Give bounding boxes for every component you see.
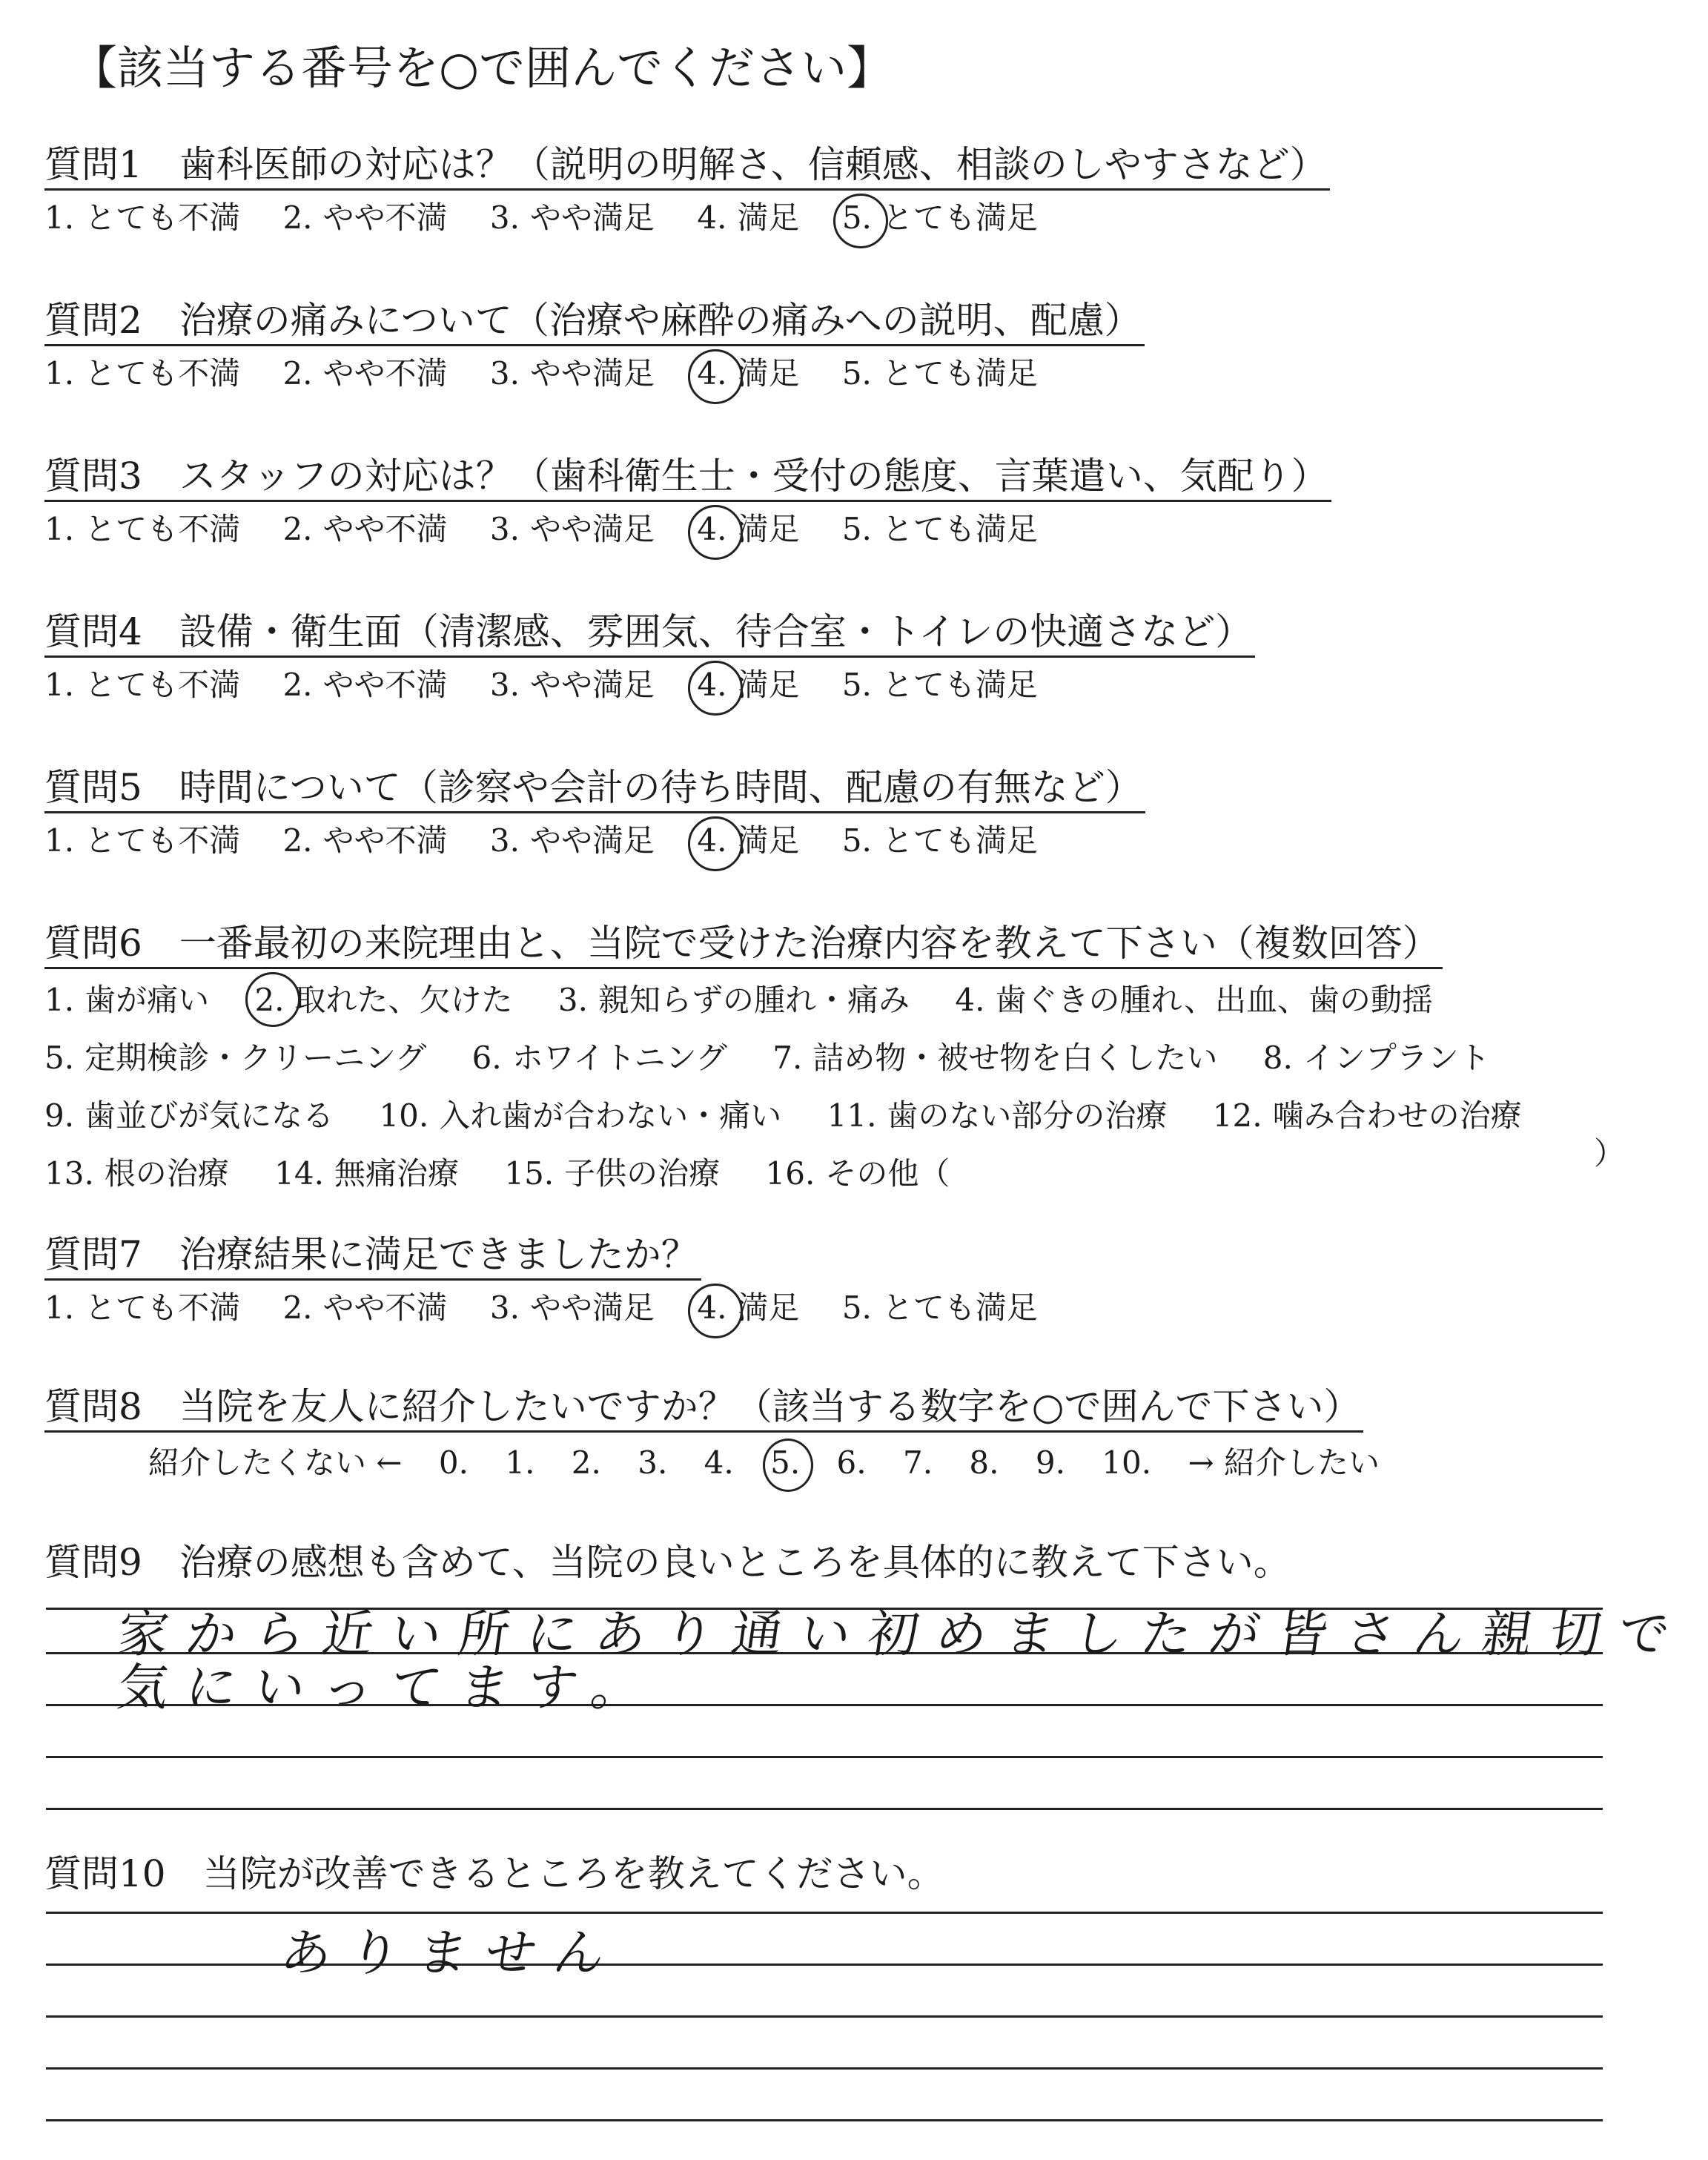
option-5-number[interactable]: 5. — [841, 511, 872, 547]
option-3-label: やや満足 — [529, 822, 655, 859]
option-4-number-circled[interactable]: 4. — [697, 511, 727, 547]
option-3-number[interactable]: 3. — [489, 667, 520, 703]
question-7-options — [44, 1285, 1675, 1331]
reason-13-number[interactable]: 13. — [44, 1155, 94, 1192]
option-5-label: とても満足 — [881, 822, 1038, 859]
option-5-number[interactable]: 5. — [841, 667, 872, 703]
reason-3-number[interactable]: 3. — [557, 982, 588, 1018]
option-4-label: 満足 — [737, 511, 800, 547]
scale-4[interactable]: 4. — [704, 1444, 734, 1481]
instruction-heading: 【該当する番号を○で囲んでください】 — [71, 41, 893, 95]
question-10 — [44, 1850, 1675, 1898]
reason-12-number[interactable]: 12. — [1212, 1097, 1262, 1134]
option-3-number[interactable]: 3. — [489, 199, 520, 236]
question-6-row-1 — [44, 974, 1675, 1027]
reason-5-label: 定期検診・クリーニング — [85, 1040, 427, 1076]
scale-8[interactable]: 8. — [969, 1444, 999, 1481]
question-6 — [44, 919, 1675, 1200]
reason-15-number[interactable]: 15. — [504, 1155, 555, 1192]
q9-handwritten-line-2[interactable]: 気にいってます。 — [113, 1659, 664, 1717]
reason-6-label: ホワイトニング — [512, 1040, 727, 1076]
answer-line — [46, 2067, 1603, 2070]
reason-14-number[interactable]: 14. — [274, 1155, 324, 1192]
reason-16-number[interactable]: 16. — [765, 1155, 815, 1192]
answer-line — [46, 2015, 1603, 2018]
answer-line — [46, 2119, 1603, 2121]
reason-14-label: 無痛治療 — [334, 1155, 459, 1192]
option-1-number[interactable]: 1. — [44, 1289, 75, 1326]
reason-11-label: 歯のない部分の治療 — [887, 1097, 1168, 1134]
option-4-number[interactable]: 4. — [697, 199, 727, 236]
scale-0[interactable]: 0. — [438, 1444, 469, 1481]
q10-handwritten-answer[interactable]: ありません — [277, 1924, 626, 1983]
answer-line — [46, 1756, 1603, 1758]
option-2-label: やや不満 — [322, 199, 448, 236]
reason-10-label: 入れ歯が合わない・痛い — [439, 1097, 782, 1134]
scale-3[interactable]: 3. — [638, 1444, 668, 1481]
reason-8-number[interactable]: 8. — [1262, 1040, 1293, 1076]
question-8 — [44, 1383, 1675, 1486]
option-5-label: とても満足 — [881, 199, 1038, 236]
scale-6[interactable]: 6. — [836, 1444, 867, 1481]
option-2-number[interactable]: 2. — [282, 667, 313, 703]
scale-7[interactable]: 7. — [902, 1444, 933, 1481]
question-1 — [44, 141, 1675, 241]
reason-4-label: 歯ぐきの腫れ、出血、歯の動揺 — [995, 982, 1433, 1018]
option-1-label: とても不満 — [85, 1289, 241, 1326]
option-4-label: 満足 — [737, 199, 800, 236]
reason-13-label: 根の治療 — [104, 1155, 229, 1192]
option-2-label: やや不満 — [322, 667, 448, 703]
option-3-number[interactable]: 3. — [489, 822, 520, 859]
reason-2-number-circled[interactable]: 2. — [254, 982, 285, 1018]
option-2-number[interactable]: 2. — [282, 511, 313, 547]
option-3-label: やや満足 — [529, 199, 655, 236]
option-4-number-circled[interactable]: 4. — [697, 1289, 727, 1326]
question-3 — [44, 452, 1675, 552]
option-5-label: とても満足 — [881, 355, 1038, 392]
question-9-title: 質問9 治療の感想も含めて、当院の良いところを具体的に教えて下さい。 — [44, 1541, 1291, 1584]
question-7 — [44, 1231, 1675, 1331]
q9-handwritten-line-1[interactable]: 家から近い所にあり通い初めましたが皆さん親切で — [113, 1605, 1691, 1664]
option-4-label: 満足 — [737, 355, 800, 392]
reason-8-label: インプラント — [1302, 1040, 1490, 1076]
option-1-number[interactable]: 1. — [44, 355, 75, 392]
question-6-title: 質問6 一番最初の来院理由と、当院で受けた治療内容を教えて下さい（複数回答） — [44, 919, 1443, 969]
question-2-options — [44, 351, 1675, 397]
reason-11-number[interactable]: 11. — [827, 1097, 877, 1134]
question-6-row-4 — [44, 1147, 1675, 1200]
scale-2[interactable]: 2. — [571, 1444, 601, 1481]
option-5-label: とても満足 — [881, 511, 1038, 547]
option-4-label: 満足 — [737, 667, 800, 703]
option-2-label: やや不満 — [322, 1289, 448, 1326]
other-close-paren: ） — [1594, 1135, 1626, 1172]
option-5-number[interactable]: 5. — [841, 355, 872, 392]
reason-9-label: 歯並びが気になる — [85, 1097, 334, 1134]
reason-10-number[interactable]: 10. — [379, 1097, 429, 1134]
option-2-label: やや不満 — [322, 355, 448, 392]
option-3-label: やや満足 — [529, 511, 655, 547]
option-3-label: やや満足 — [529, 667, 655, 703]
option-1-label: とても不満 — [85, 822, 241, 859]
option-5-number-circled[interactable]: 5. — [841, 199, 872, 236]
reason-7-number[interactable]: 7. — [772, 1040, 803, 1076]
question-6-row-2 — [44, 1031, 1675, 1085]
option-2-number[interactable]: 2. — [282, 1289, 313, 1326]
option-5-number[interactable]: 5. — [841, 822, 872, 859]
answer-line — [46, 1808, 1603, 1810]
option-1-number[interactable]: 1. — [44, 511, 75, 547]
question-1-options — [44, 195, 1675, 241]
option-5-label: とても満足 — [881, 667, 1038, 703]
reason-2-label: 取れた、欠けた — [294, 982, 513, 1018]
reason-7-label: 詰め物・被せ物を白くしたい — [812, 1040, 1218, 1076]
reason-12-label: 噛み合わせの治療 — [1272, 1097, 1522, 1134]
question-4 — [44, 608, 1675, 708]
option-4-number-circled[interactable]: 4. — [697, 667, 727, 703]
reason-9-number[interactable]: 9. — [44, 1097, 75, 1134]
question-4-title: 質問4 設備・衛生面（清潔感、雰囲気、待合室・トイレの快適さなど） — [44, 608, 1255, 658]
option-4-number-circled[interactable]: 4. — [697, 822, 727, 859]
option-2-number[interactable]: 2. — [282, 199, 313, 236]
reason-4-number[interactable]: 4. — [955, 982, 985, 1018]
scale-right-label: → 紹介したい — [1188, 1444, 1380, 1481]
option-1-label: とても不満 — [85, 511, 241, 547]
question-5-options — [44, 818, 1675, 864]
option-3-label: やや満足 — [529, 355, 655, 392]
option-4-number-circled[interactable]: 4. — [697, 355, 727, 392]
scale-1[interactable]: 1. — [505, 1444, 535, 1481]
question-2-title: 質問2 治療の痛みについて（治療や麻酔の痛みへの説明、配慮） — [44, 297, 1145, 346]
scale-10[interactable]: 10. — [1102, 1444, 1152, 1481]
option-2-label: やや不満 — [322, 822, 448, 859]
scale-5-circled[interactable]: 5. — [770, 1440, 800, 1486]
scale-9[interactable]: 9. — [1035, 1444, 1065, 1481]
question-7-title: 質問7 治療結果に満足できましたか？ — [44, 1231, 701, 1281]
answer-line — [46, 1912, 1603, 1914]
reason-15-label: 子供の治療 — [564, 1155, 721, 1192]
option-2-number[interactable]: 2. — [282, 355, 313, 392]
option-3-number[interactable]: 3. — [489, 511, 520, 547]
question-5-title: 質問5 時間について（診察や会計の待ち時間、配慮の有無など） — [44, 764, 1145, 813]
question-1-title: 質問1 歯科医師の対応は？（説明の明解さ、信頼感、相談のしやすさなど） — [44, 141, 1330, 191]
reason-3-label: 親知らずの腫れ・痛み — [598, 982, 910, 1018]
option-2-label: やや不満 — [322, 511, 448, 547]
option-1-label: とても不満 — [85, 199, 241, 236]
recommend-scale — [44, 1440, 1675, 1486]
option-3-number[interactable]: 3. — [489, 355, 520, 392]
question-8-title: 質問8 当院を友人に紹介したいですか？（該当する数字を○で囲んで下さい） — [44, 1383, 1363, 1433]
reason-1-number[interactable]: 1. — [44, 982, 75, 1018]
option-4-label: 満足 — [737, 1289, 800, 1326]
question-4-options — [44, 662, 1675, 708]
option-3-number[interactable]: 3. — [489, 1289, 520, 1326]
question-10-title: 質問10 当院が改善できるところを教えてください。 — [44, 1852, 944, 1895]
question-6-row-3 — [44, 1089, 1675, 1143]
question-3-title: 質問3 スタッフの対応は？（歯科衛生士・受付の態度、言葉遣い、気配り） — [44, 452, 1331, 502]
reason-1-label: 歯が痛い — [85, 982, 210, 1018]
option-5-number[interactable]: 5. — [841, 1289, 872, 1326]
scale-left-label: 紹介したくない ← — [148, 1444, 403, 1481]
option-2-number[interactable]: 2. — [282, 822, 313, 859]
option-4-label: 満足 — [737, 822, 800, 859]
question-9 — [44, 1539, 1675, 1586]
option-1-label: とても不満 — [85, 667, 241, 703]
option-5-label: とても満足 — [881, 1289, 1038, 1326]
question-2 — [44, 297, 1675, 397]
option-1-number[interactable]: 1. — [44, 199, 75, 236]
question-5 — [44, 764, 1675, 864]
option-3-label: やや満足 — [529, 1289, 655, 1326]
option-1-label: とても不満 — [85, 355, 241, 392]
option-1-number[interactable]: 1. — [44, 667, 75, 703]
reason-5-number[interactable]: 5. — [44, 1040, 75, 1076]
reason-6-number[interactable]: 6. — [471, 1040, 502, 1076]
option-1-number[interactable]: 1. — [44, 822, 75, 859]
reason-16-label: その他（ — [825, 1155, 950, 1192]
question-3-options — [44, 506, 1675, 552]
